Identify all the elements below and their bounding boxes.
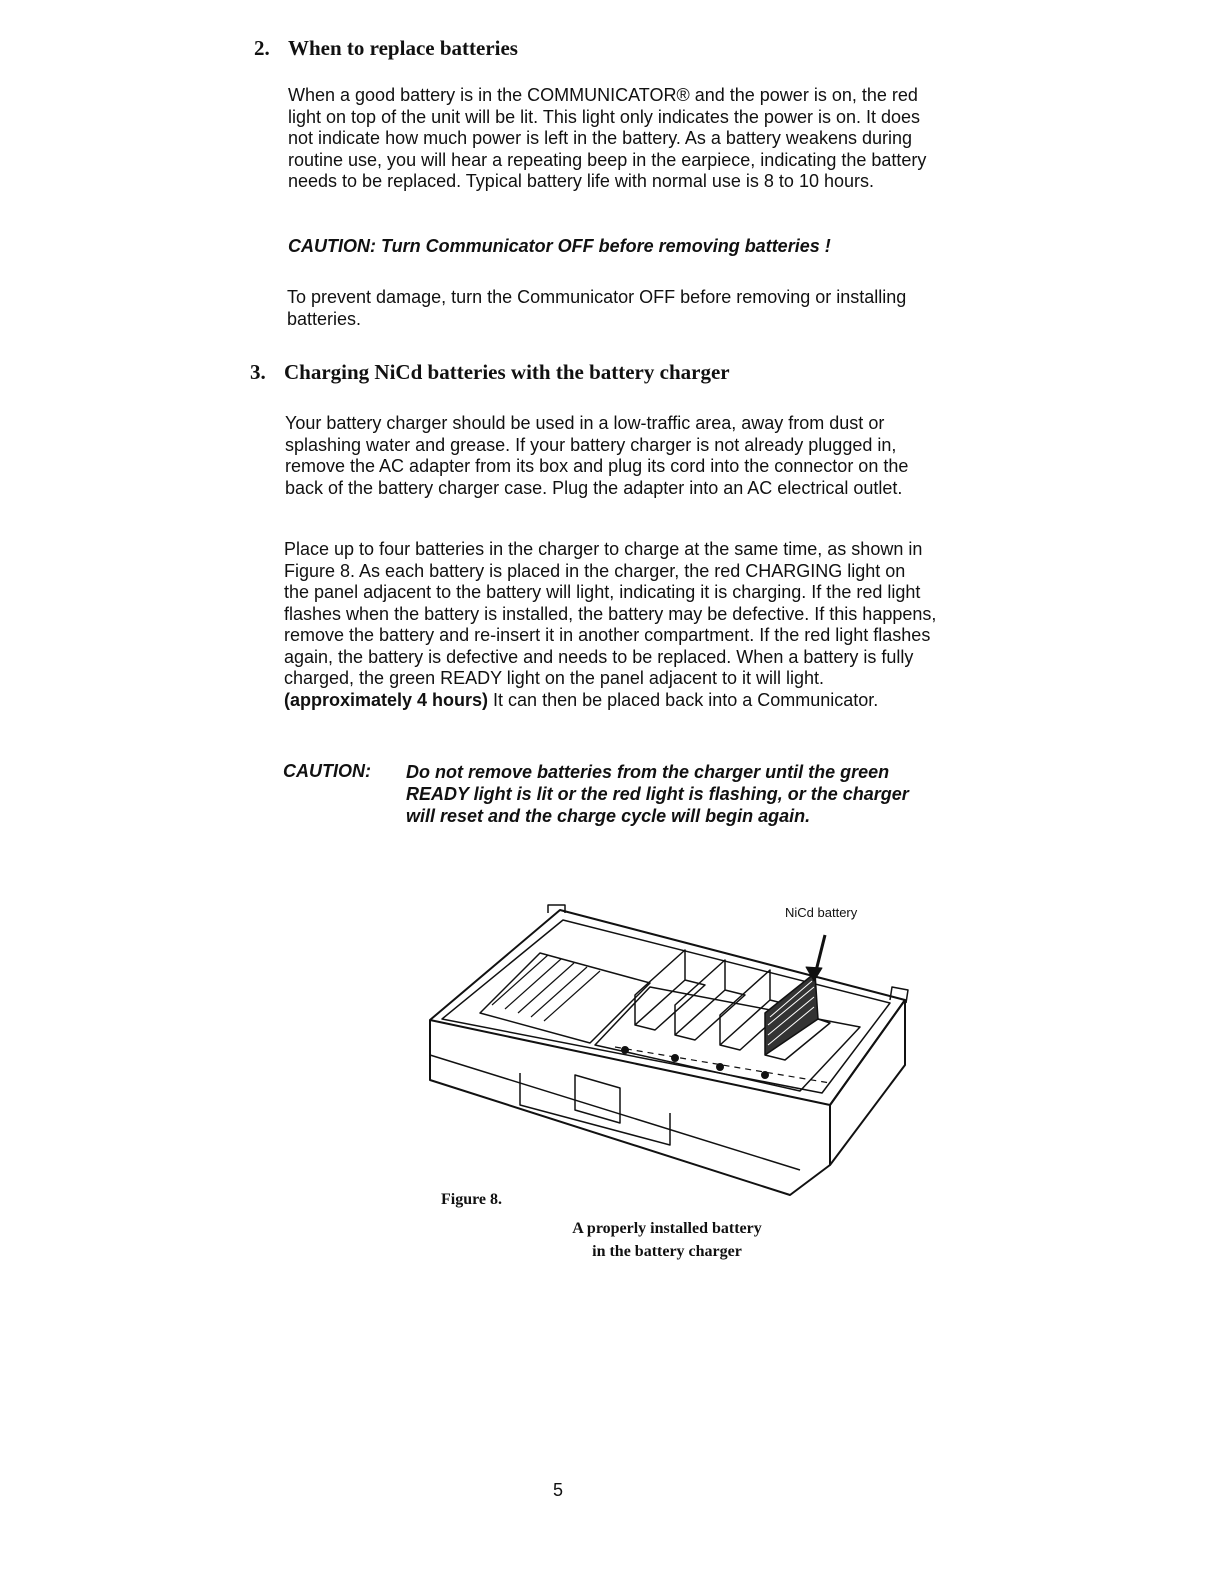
text-line: Figure 8. As each battery is placed in the charger, the red CHARGING light on [284, 560, 906, 581]
charge-time-note: (approximately 4 hours) [284, 689, 489, 710]
text-line: the panel adjacent to the battery will light, indicating it is charging. If the red light [284, 582, 921, 602]
caution-power-off: CAUTION: Turn Communicator OFF before removing batteries ! [288, 236, 831, 256]
indicator-light [622, 1047, 628, 1053]
text-line: To prevent damage, turn the Communicator OFF before removing or installing [287, 287, 907, 307]
section-title: Charging NiCd batteries with the battery charger [284, 360, 730, 384]
nicd-battery-callout: NiCd battery [785, 905, 858, 920]
charger-drawing [420, 895, 920, 1205]
text-line: When a good battery is in the COMMUNICATOR® and the power is on, the red [288, 85, 918, 105]
slot-line [505, 959, 561, 1009]
section-title: When to replace batteries [288, 36, 518, 60]
text-fragment: It can then be placed back into a Communicator. [488, 689, 879, 710]
text-line: Place up to four batteries in the charger to charge at the same time, as shown in [284, 539, 923, 559]
case-seam [430, 1055, 800, 1170]
section-3-heading [250, 360, 730, 385]
caution-label: CAUTION: [283, 761, 371, 781]
section-number: 3. [250, 360, 266, 384]
figure-caption [517, 1217, 817, 1263]
text-line: flashes when the battery is installed, the battery may be defective. If this happens, [284, 603, 937, 624]
slot-line [492, 955, 548, 1005]
indicator-light [672, 1055, 678, 1061]
case-top-outline [430, 910, 905, 1105]
section-2-heading [254, 36, 518, 61]
page-number: 5 [553, 1480, 564, 1500]
text-line: Do not remove batteries from the charger until the green [406, 762, 890, 782]
latch-clip [575, 1075, 620, 1123]
text-line: Your battery charger should be used in a low-traffic area, away from dust or [285, 413, 885, 433]
slot-line [531, 967, 587, 1017]
case-right-side [830, 1000, 905, 1165]
text-line: remove the AC adapter from its box and plug its cord into the connector on the [285, 456, 909, 476]
text-line: will reset and the charge cycle will begin again. [406, 806, 811, 826]
caption-line: A properly installed battery [572, 1220, 762, 1237]
caution-charger-text [406, 761, 909, 827]
indicator-light [762, 1072, 768, 1078]
front-latch [520, 1073, 670, 1145]
text-line: again, the battery is defective and needs to be replaced. When a battery is fully [284, 646, 914, 667]
text-line: charged, the green READY light on the panel adjacent to it will light. [284, 668, 824, 688]
figure-label: Figure 8. [441, 1191, 503, 1208]
section-3-paragraph-2 [284, 539, 936, 711]
text-line: light on top of the unit will be lit. This light only indicates the power is on. It does [288, 106, 921, 127]
text-line: routine use, you will hear a repeating beep in the earpiece, indicating the battery [288, 149, 927, 170]
section-2-paragraph-1 [288, 85, 926, 193]
slot-line [518, 963, 574, 1013]
battery-charger-illustration [420, 895, 920, 1205]
caption-line: in the battery charger [592, 1243, 742, 1260]
text-line: remove the battery and re-insert it in another compartment. If the red light flashes [284, 625, 931, 645]
section-3-paragraph-1 [285, 413, 908, 499]
indicator-light [717, 1064, 723, 1070]
text-line [284, 690, 936, 712]
slot-line [544, 971, 600, 1021]
section-2-paragraph-2 [287, 287, 906, 330]
text-line: not indicate how much power is left in the battery. As a battery weakens during [288, 128, 913, 148]
text-line: batteries. [287, 308, 362, 329]
text-line: needs to be replaced. Typical battery life with normal use is 8 to 10 hours. [288, 171, 874, 191]
text-line: READY light is lit or the red light is flashing, or the charger [406, 784, 909, 804]
text-line: splashing water and grease. If your battery charger is not already plugged in, [285, 434, 897, 455]
text-line: back of the battery charger case. Plug the adapter into an AC electrical outlet. [285, 477, 903, 498]
section-number: 2. [254, 36, 270, 60]
